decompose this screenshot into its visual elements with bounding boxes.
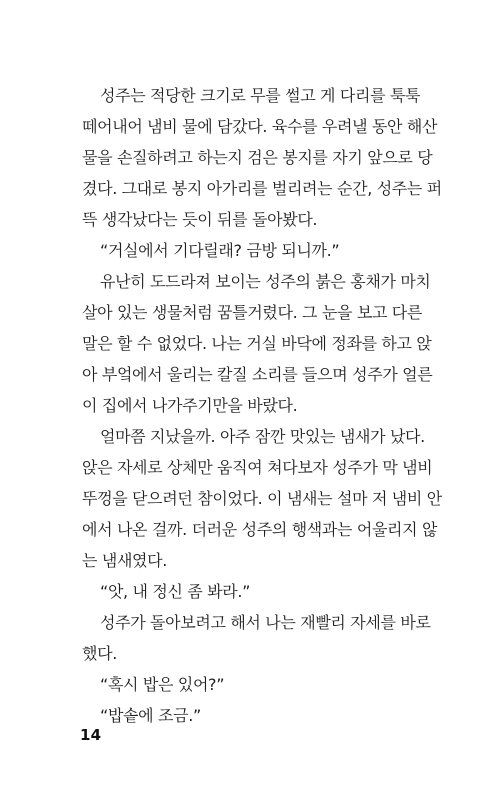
dialogue-line: “앗, 내 정신 좀 봐라.” [100, 582, 251, 601]
text-line: 성주가 돌아보려고 해서 나는 재빨리 자세를 바로 [100, 613, 431, 632]
dialogue-line: “거실에서 기다릴래? 금방 되니까.” [100, 241, 340, 260]
text-line: 아 부엌에서 울리는 칼질 소리를 들으며 성주가 얼른 [82, 365, 433, 384]
text-line: 에서 나온 걸까. 더러운 성주의 행색과는 어울리지 않 [82, 520, 438, 539]
text-line: 는 냄새였다. [82, 551, 168, 570]
page-number: 14 [80, 726, 102, 744]
text-line: 했다. [82, 644, 117, 663]
text-line: 뜩 생각났다는 듯이 뒤를 돌아봤다. [82, 210, 318, 229]
text-line: 이 집에서 나가주기만을 바랐다. [82, 396, 298, 415]
dialogue-line: “혹시 밥은 있어?” [100, 675, 225, 694]
text-line: 성주는 적당한 크기로 무를 썰고 게 다리를 툭툭 [100, 86, 421, 105]
text-line: 앉은 자세로 상체만 움직여 쳐다보자 성주가 막 냄비 [82, 458, 433, 477]
text-line: 말은 할 수 없었다. 나는 거실 바닥에 정좌를 하고 앉 [82, 334, 432, 353]
text-line: 살아 있는 생물처럼 꿈틀거렸다. 그 눈을 보고 다른 [82, 303, 423, 322]
dialogue-line: “밥솥에 조금.” [100, 706, 201, 725]
text-line: 겼다. 그대로 봉지 아가리를 벌리려는 순간, 성주는 퍼 [82, 179, 442, 198]
text-line: 뚜껑을 닫으려던 참이었다. 이 냄새는 설마 저 냄비 안 [82, 489, 442, 508]
text-line: 유난히 도드라져 보이는 성주의 붉은 홍채가 마치 [100, 272, 431, 291]
text-line: 얼마쯤 지났을까. 아주 잠깐 맛있는 냄새가 났다. [100, 427, 425, 446]
text-line: 떼어내어 냄비 물에 담갔다. 육수를 우려낼 동안 해산 [82, 117, 438, 136]
text-line: 물을 손질하려고 하는지 검은 봉지를 자기 앞으로 당 [82, 148, 433, 167]
